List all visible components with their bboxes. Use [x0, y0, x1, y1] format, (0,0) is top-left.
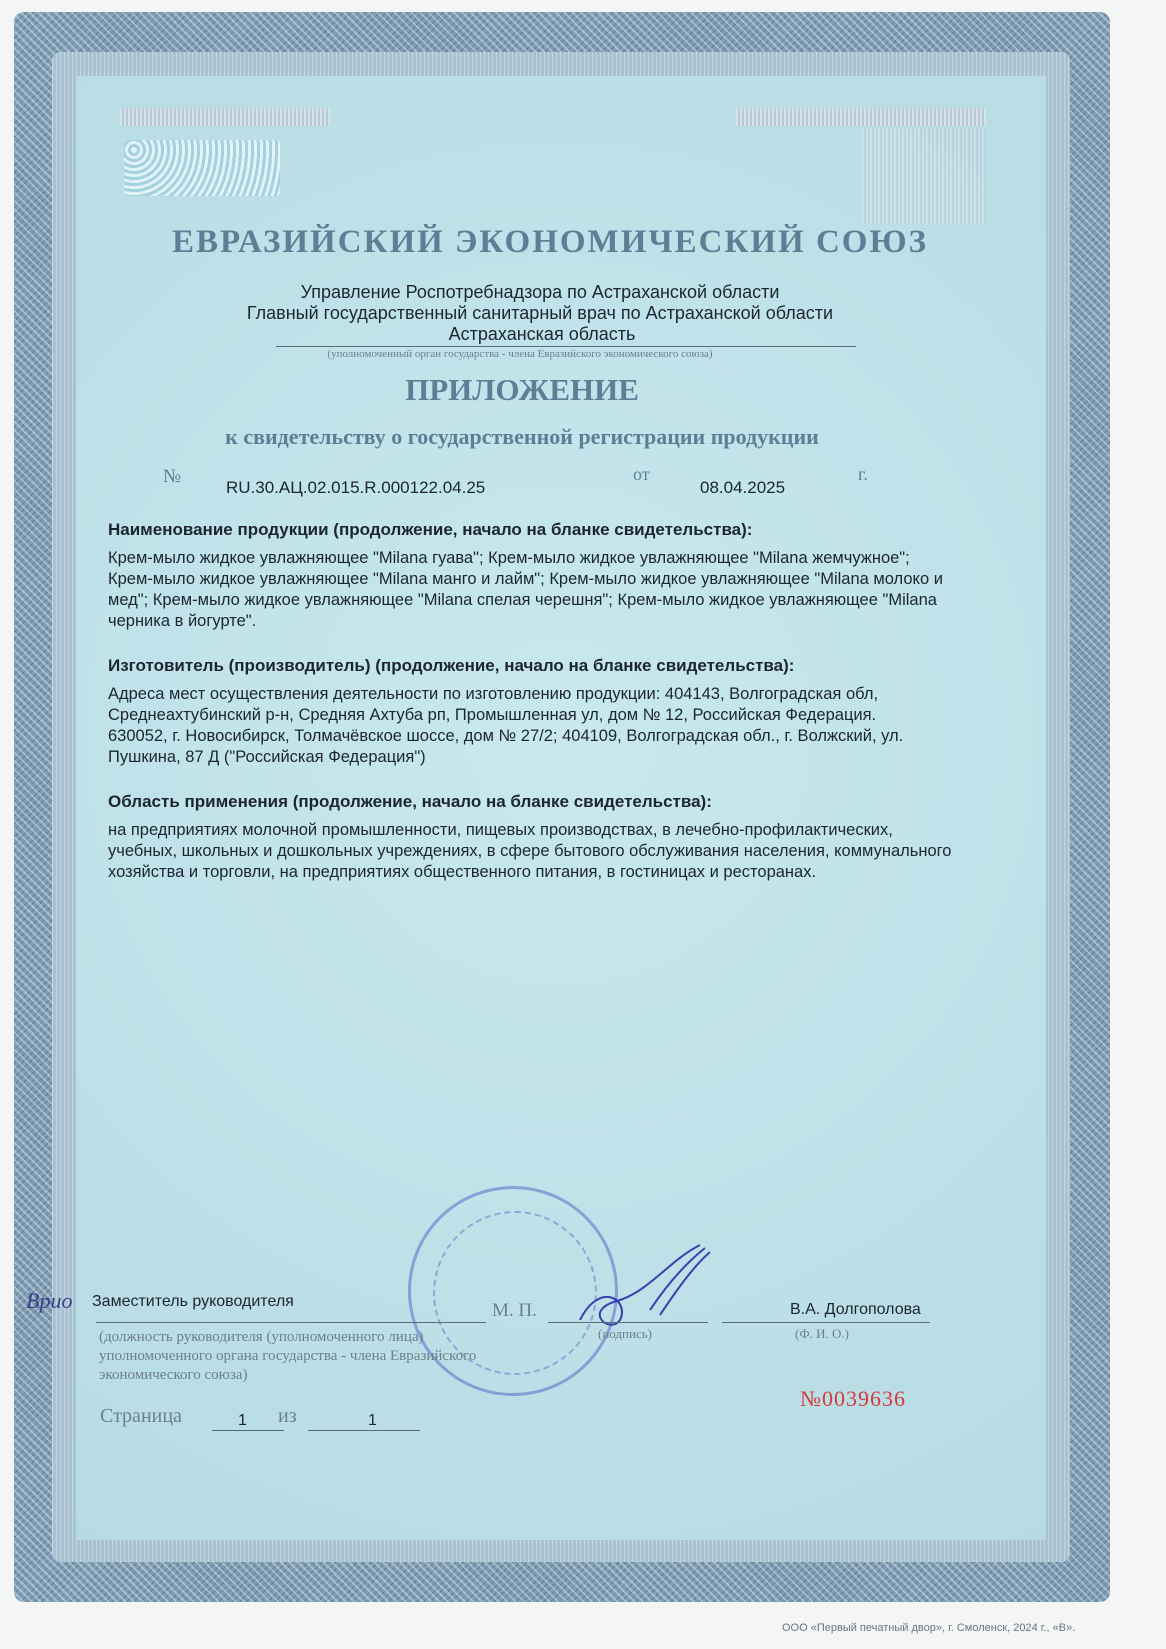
handwritten-prefix: Врио	[26, 1288, 73, 1313]
security-strip	[736, 108, 986, 126]
security-pattern	[862, 128, 986, 224]
section-text: Адреса мест осуществления деятельности по изготовлению продукции: 404143, Волгоградская обл, Среднеахтубинский р-н, Средняя Ахтуба рп, Промышленная ул, дом № 12, Российская Федерация. 630052, г. Новосибирск, Толмачёвское шоссе, дом № 27/2; 404109, Волгоградская обл., г. Волжский, ул. Пушкина, 87 Д ("Российская Федерация")	[108, 685, 904, 766]
doc-title: ПРИЛОЖЕНИЕ	[405, 372, 639, 407]
number-label: №	[163, 466, 182, 487]
section-heading: Изготовитель (производитель) (продолжение, начало на бланке свидетельства):	[108, 656, 795, 675]
page-total: 1	[368, 1412, 377, 1429]
section-text: Крем-мыло жидкое увлажняющее "Milana гуава"; Крем-мыло жидкое увлажняющее "Milana жемчужное"; Крем-мыло жидкое увлажняющее "Milana манго и лайм"; Крем-мыло жидкое увлажняющее "Milana молоко и мед"; Крем-мыло жидкое увлажняющее "Milana спелая черешня"; Крем-мыло жидкое увлажняющее "Milana черника в йогурте".	[108, 549, 943, 630]
section-text: на предприятиях молочной промышленности, пищевых производствах, в лечебно-профилактических, учебных, школьных и дошкольных учреждениях, в сфере бытового обслуживания населения, коммунального хозяйства и торговли, на предприятиях общественного питания, в гостиницах и ресторанах.	[108, 821, 952, 881]
authority-line-1: Управление Роспотребнадзора по Астраханской области	[300, 282, 780, 302]
doc-subtitle: к свидетельству о государственной регистрации продукции	[225, 424, 819, 449]
signatory-name: В.А. Долгополова	[790, 1301, 921, 1318]
signature-caption: (подпись)	[598, 1326, 652, 1341]
date-label: от	[633, 464, 650, 484]
section-manufacturer	[108, 656, 938, 768]
section-scope	[108, 792, 958, 883]
form-number: №0039636	[800, 1386, 906, 1411]
certificate-number: RU.30.АЦ.02.015.R.000122.04.25	[226, 478, 486, 497]
section-heading: Область применения (продолжение, начало на бланке свидетельства):	[108, 792, 712, 811]
authority-caption: (уполномоченный орган государства - члена Евразийского экономического союза)	[327, 348, 713, 360]
hologram	[124, 140, 280, 196]
union-title: ЕВРАЗИЙСКИЙ ЭКОНОМИЧЕСКИЙ СОЮЗ	[171, 224, 929, 260]
of-label: из	[278, 1405, 297, 1427]
position-caption: (должность руководителя (уполномоченного лица) уполномоченного органа государства - члена Евразийского экономического союза)	[99, 1329, 477, 1383]
signatory-position: Заместитель руководителя	[92, 1293, 294, 1310]
authority-line-3: Астраханская область	[448, 324, 636, 344]
year-suffix: г.	[858, 464, 868, 484]
certificate-date: 08.04.2025	[700, 478, 786, 497]
printer-imprint: ООО «Первый печатный двор», г. Смоленск, 2024 г., «В».	[782, 1622, 1076, 1634]
name-caption: (Ф. И. О.)	[795, 1326, 849, 1341]
authority-line-2: Главный государственный санитарный врач по Астраханской области	[246, 303, 834, 323]
section-heading: Наименование продукции (продолжение, начало на бланке свидетельства):	[108, 520, 753, 539]
signature-scribble	[560, 1240, 720, 1340]
seal-label: М. П.	[492, 1300, 537, 1321]
security-strip	[120, 108, 330, 126]
page-label: Страница	[100, 1405, 182, 1427]
section-product	[108, 520, 958, 632]
page-number: 1	[238, 1412, 247, 1429]
